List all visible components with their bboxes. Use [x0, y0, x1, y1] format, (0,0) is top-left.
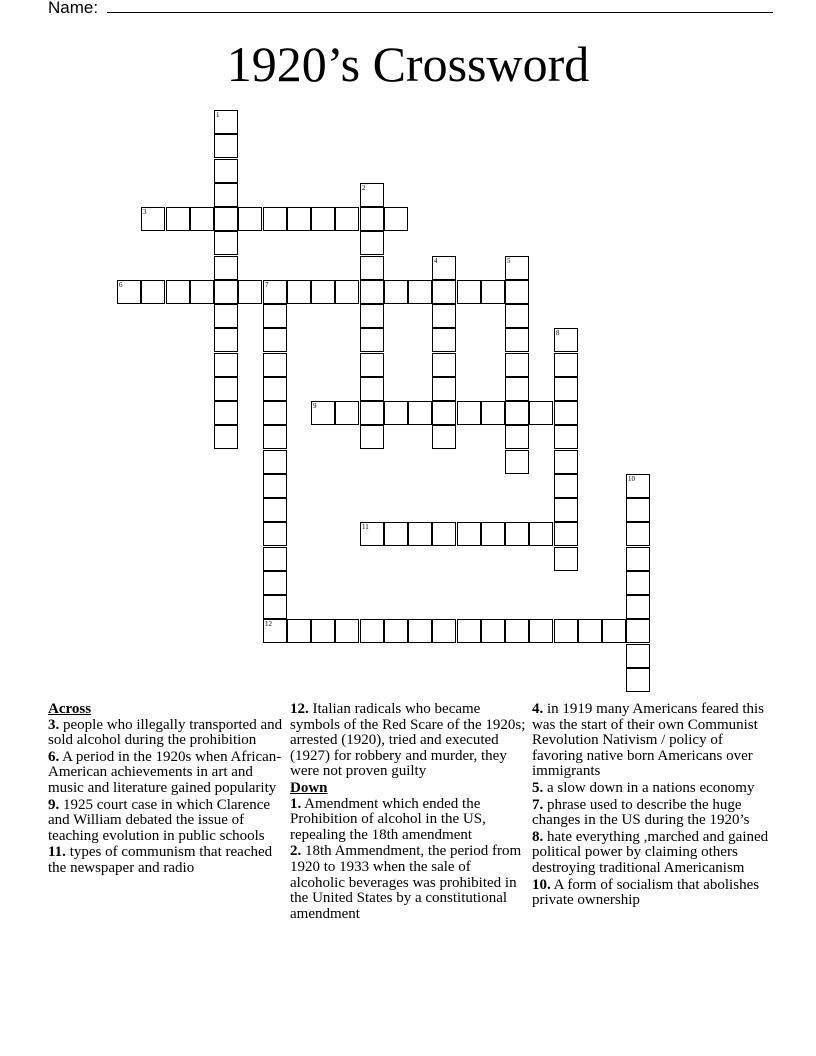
clue-across-3 — [48, 718, 284, 749]
crossword-cell[interactable] — [214, 256, 238, 280]
crossword-cell[interactable] — [360, 353, 384, 377]
crossword-cell[interactable] — [335, 619, 359, 643]
crossword-cell[interactable] — [457, 401, 481, 425]
clue-across-9 — [48, 798, 284, 845]
clue-number: 3. — [48, 716, 60, 733]
crossword-cell[interactable] — [432, 522, 456, 546]
crossword-cell[interactable] — [214, 159, 238, 183]
crossword-cell[interactable] — [457, 280, 481, 304]
crossword-cell[interactable] — [554, 547, 578, 571]
crossword-cell[interactable] — [214, 134, 238, 158]
crossword-cell[interactable] — [408, 619, 432, 643]
crossword-cell[interactable] — [360, 619, 384, 643]
clue-number: 7. — [532, 796, 544, 813]
crossword-cell[interactable] — [626, 522, 650, 546]
clue-number-label: 3 — [143, 208, 147, 216]
crossword-cell[interactable] — [360, 522, 384, 546]
crossword-cell[interactable] — [263, 474, 287, 498]
crossword-cell[interactable] — [432, 377, 456, 401]
crossword-cell[interactable] — [287, 207, 311, 231]
clue-number: 6. — [48, 748, 60, 765]
clues-column-2 — [290, 702, 526, 923]
crossword-cell[interactable] — [263, 328, 287, 352]
clue-number-label: 8 — [556, 329, 560, 337]
clue-number: 12. — [290, 701, 309, 717]
crossword-cell[interactable] — [505, 328, 529, 352]
clue-number: 5. — [532, 779, 544, 796]
crossword-cell[interactable] — [311, 401, 335, 425]
crossword-cell[interactable] — [360, 183, 384, 207]
clue-down-10 — [532, 878, 772, 909]
crossword-cell[interactable] — [263, 547, 287, 571]
crossword-cell[interactable] — [214, 401, 238, 425]
crossword-cell[interactable] — [505, 425, 529, 449]
crossword-cell[interactable] — [432, 401, 456, 425]
crossword-cell[interactable] — [432, 353, 456, 377]
crossword-cell[interactable] — [263, 280, 287, 304]
crossword-cell[interactable] — [408, 401, 432, 425]
crossword-cell[interactable] — [626, 547, 650, 571]
crossword-cell[interactable] — [214, 207, 238, 231]
crossword-cell[interactable] — [311, 207, 335, 231]
crossword-cell[interactable] — [505, 619, 529, 643]
clue-text: 1925 court case in which Clarence and William debated the issue of teaching evolution in public schools — [48, 796, 271, 844]
crossword-cell[interactable] — [432, 256, 456, 280]
clue-text: a slow down in a nations economy — [543, 779, 755, 796]
crossword-cell[interactable] — [529, 522, 553, 546]
crossword-cell[interactable] — [214, 377, 238, 401]
crossword-cell[interactable] — [505, 280, 529, 304]
crossword-cell[interactable] — [554, 401, 578, 425]
crossword-cell[interactable] — [626, 498, 650, 522]
crossword-cell[interactable] — [505, 304, 529, 328]
crossword-cell[interactable] — [360, 401, 384, 425]
crossword-cell[interactable] — [311, 619, 335, 643]
crossword-cell[interactable] — [554, 377, 578, 401]
crossword-cell[interactable] — [335, 207, 359, 231]
crossword-cell[interactable] — [505, 522, 529, 546]
crossword-cell[interactable] — [554, 522, 578, 546]
clue-number-label: 9 — [313, 402, 317, 410]
clue-number-label: 12 — [265, 620, 272, 628]
crossword-cell[interactable] — [263, 377, 287, 401]
crossword-cell[interactable] — [505, 401, 529, 425]
crossword-cell[interactable] — [238, 280, 262, 304]
clue-text: hate everything ,marched and gained political power by claiming others destroying traditional Americanism — [532, 828, 769, 876]
crossword-cell[interactable] — [311, 280, 335, 304]
crossword-cell[interactable] — [214, 183, 238, 207]
crossword-cell[interactable] — [602, 619, 626, 643]
clue-across-6 — [48, 750, 284, 797]
crossword-cell[interactable] — [626, 668, 650, 692]
clue-text: people who illegally transported and sold alcohol during the prohibition — [48, 716, 283, 749]
crossword-cell[interactable] — [554, 619, 578, 643]
crossword-cell[interactable] — [529, 401, 553, 425]
crossword-cell[interactable] — [505, 353, 529, 377]
crossword-cell[interactable] — [554, 328, 578, 352]
crossword-cell[interactable] — [505, 450, 529, 474]
crossword-cell[interactable] — [263, 401, 287, 425]
crossword-cell[interactable] — [360, 328, 384, 352]
crossword-cell[interactable] — [190, 280, 214, 304]
crossword-cell[interactable] — [360, 207, 384, 231]
clue-number-label: 10 — [628, 475, 635, 483]
crossword-cell[interactable] — [141, 280, 165, 304]
crossword-cell[interactable] — [408, 522, 432, 546]
clue-down-7 — [532, 798, 772, 829]
clue-number: 11. — [48, 844, 66, 861]
crossword-cell[interactable] — [481, 401, 505, 425]
crossword-cell[interactable] — [360, 377, 384, 401]
crossword-cell[interactable] — [384, 522, 408, 546]
clue-down-1 — [290, 797, 526, 844]
crossword-cell[interactable] — [117, 280, 141, 304]
crossword-cell[interactable] — [432, 304, 456, 328]
crossword-cell[interactable] — [335, 280, 359, 304]
crossword-cell[interactable] — [408, 280, 432, 304]
clue-text: Italian radicals who became symbols of the Red Scare of the 1920s; arrested (1920), tried and executed (1927) for robbery and murder, they were not proven guilty — [290, 701, 526, 780]
crossword-cell[interactable] — [141, 207, 165, 231]
crossword-cell[interactable] — [360, 425, 384, 449]
crossword-cell[interactable] — [190, 207, 214, 231]
crossword-cell[interactable] — [578, 619, 602, 643]
crossword-cell[interactable] — [214, 280, 238, 304]
crossword-cell[interactable] — [432, 280, 456, 304]
clue-text: Amendment which ended the Prohibition of alcohol in the US, repealing the 18th amendment — [290, 795, 486, 843]
clue-across-12 — [290, 702, 526, 780]
clue-down-5 — [532, 781, 772, 797]
crossword-cell[interactable] — [626, 571, 650, 595]
clue-number-label: 2 — [362, 184, 366, 192]
crossword-cell[interactable] — [554, 474, 578, 498]
crossword-cell[interactable] — [166, 280, 190, 304]
clue-text: in 1919 many Americans feared this was the start of their own Communist Revolution Nativism / policy of favoring native born Americans over immigrants — [532, 701, 765, 780]
crossword-cell[interactable] — [384, 280, 408, 304]
crossword-cell[interactable] — [287, 619, 311, 643]
clue-text: A form of socialism that abolishes private ownership — [532, 876, 760, 909]
crossword-cell[interactable] — [554, 498, 578, 522]
crossword-cell[interactable] — [457, 522, 481, 546]
crossword-cell[interactable] — [214, 304, 238, 328]
crossword-cell[interactable] — [214, 231, 238, 255]
crossword-cell[interactable] — [626, 595, 650, 619]
clue-down-8 — [532, 830, 772, 877]
crossword-cell[interactable] — [481, 619, 505, 643]
crossword-cell[interactable] — [263, 353, 287, 377]
crossword-cell[interactable] — [238, 207, 262, 231]
clue-number: 8. — [532, 828, 544, 845]
crossword-cell[interactable] — [360, 280, 384, 304]
crossword-cell[interactable] — [481, 522, 505, 546]
clue-number-label: 7 — [265, 281, 269, 289]
crossword-cell[interactable] — [626, 619, 650, 643]
crossword-cell[interactable] — [214, 110, 238, 134]
clue-number: 4. — [532, 701, 544, 717]
crossword-cell[interactable] — [481, 280, 505, 304]
clue-number: 9. — [48, 796, 60, 813]
crossword-cell[interactable] — [287, 280, 311, 304]
crossword-cell[interactable] — [360, 256, 384, 280]
crossword-cell[interactable] — [457, 619, 481, 643]
down-heading: Down — [290, 779, 328, 796]
clue-number: 2. — [290, 843, 302, 860]
crossword-cell[interactable] — [263, 619, 287, 643]
crossword-cell[interactable] — [360, 304, 384, 328]
crossword-cell[interactable] — [505, 256, 529, 280]
clue-number: 1. — [290, 795, 302, 812]
across-heading: Across — [48, 701, 92, 717]
crossword-cell[interactable] — [263, 522, 287, 546]
crossword-cell[interactable] — [263, 207, 287, 231]
crossword-cell[interactable] — [335, 401, 359, 425]
clue-text: 18th Ammendment, the period from 1920 to 1933 when the sale of alcoholic beverages was prohibited in the United States by a constitutional amendment — [290, 843, 522, 922]
crossword-cell[interactable] — [384, 207, 408, 231]
crossword-cell[interactable] — [263, 304, 287, 328]
crossword-cell[interactable] — [263, 595, 287, 619]
clue-across-11 — [48, 845, 284, 876]
clue-number-label: 1 — [216, 111, 220, 119]
page-title: 1920’s Crossword — [226, 36, 590, 92]
crossword-cell[interactable] — [554, 353, 578, 377]
clue-number-label: 6 — [119, 281, 123, 289]
clue-number: 10. — [532, 876, 551, 893]
crossword-cell[interactable] — [384, 619, 408, 643]
crossword-cell[interactable] — [214, 425, 238, 449]
clues-column-1 — [48, 702, 284, 878]
name-label: Name: — [48, 0, 103, 17]
crossword-cell[interactable] — [214, 328, 238, 352]
crossword-cell[interactable] — [263, 498, 287, 522]
clue-number-label: 5 — [507, 257, 511, 265]
crossword-cell[interactable] — [626, 644, 650, 668]
crossword-cell[interactable] — [384, 401, 408, 425]
crossword-cell[interactable] — [263, 425, 287, 449]
crossword-cell[interactable] — [505, 377, 529, 401]
crossword-cell[interactable] — [214, 353, 238, 377]
crossword-cell[interactable] — [432, 328, 456, 352]
crossword-cell[interactable] — [432, 619, 456, 643]
clue-number-label: 11 — [362, 523, 369, 531]
crossword-cell[interactable] — [554, 425, 578, 449]
clue-text: phrase used to describe the huge changes in the US during the 1920’s — [532, 796, 750, 829]
clues-column-3 — [532, 702, 772, 910]
crossword-cell[interactable] — [529, 619, 553, 643]
clue-number-label: 4 — [434, 257, 438, 265]
crossword-cell[interactable] — [263, 571, 287, 595]
crossword-cell[interactable] — [360, 231, 384, 255]
crossword-cell[interactable] — [166, 207, 190, 231]
clue-down-2 — [290, 844, 526, 922]
crossword-cell[interactable] — [432, 425, 456, 449]
clue-text: types of communism that reached the newspaper and radio — [48, 844, 273, 876]
clue-down-4 — [532, 702, 772, 780]
clue-text: A period in the 1920s when African-American achievements in art and music and literature gained popularity — [48, 748, 282, 796]
crossword-cell[interactable] — [626, 474, 650, 498]
crossword-cell[interactable] — [554, 450, 578, 474]
crossword-cell[interactable] — [263, 450, 287, 474]
